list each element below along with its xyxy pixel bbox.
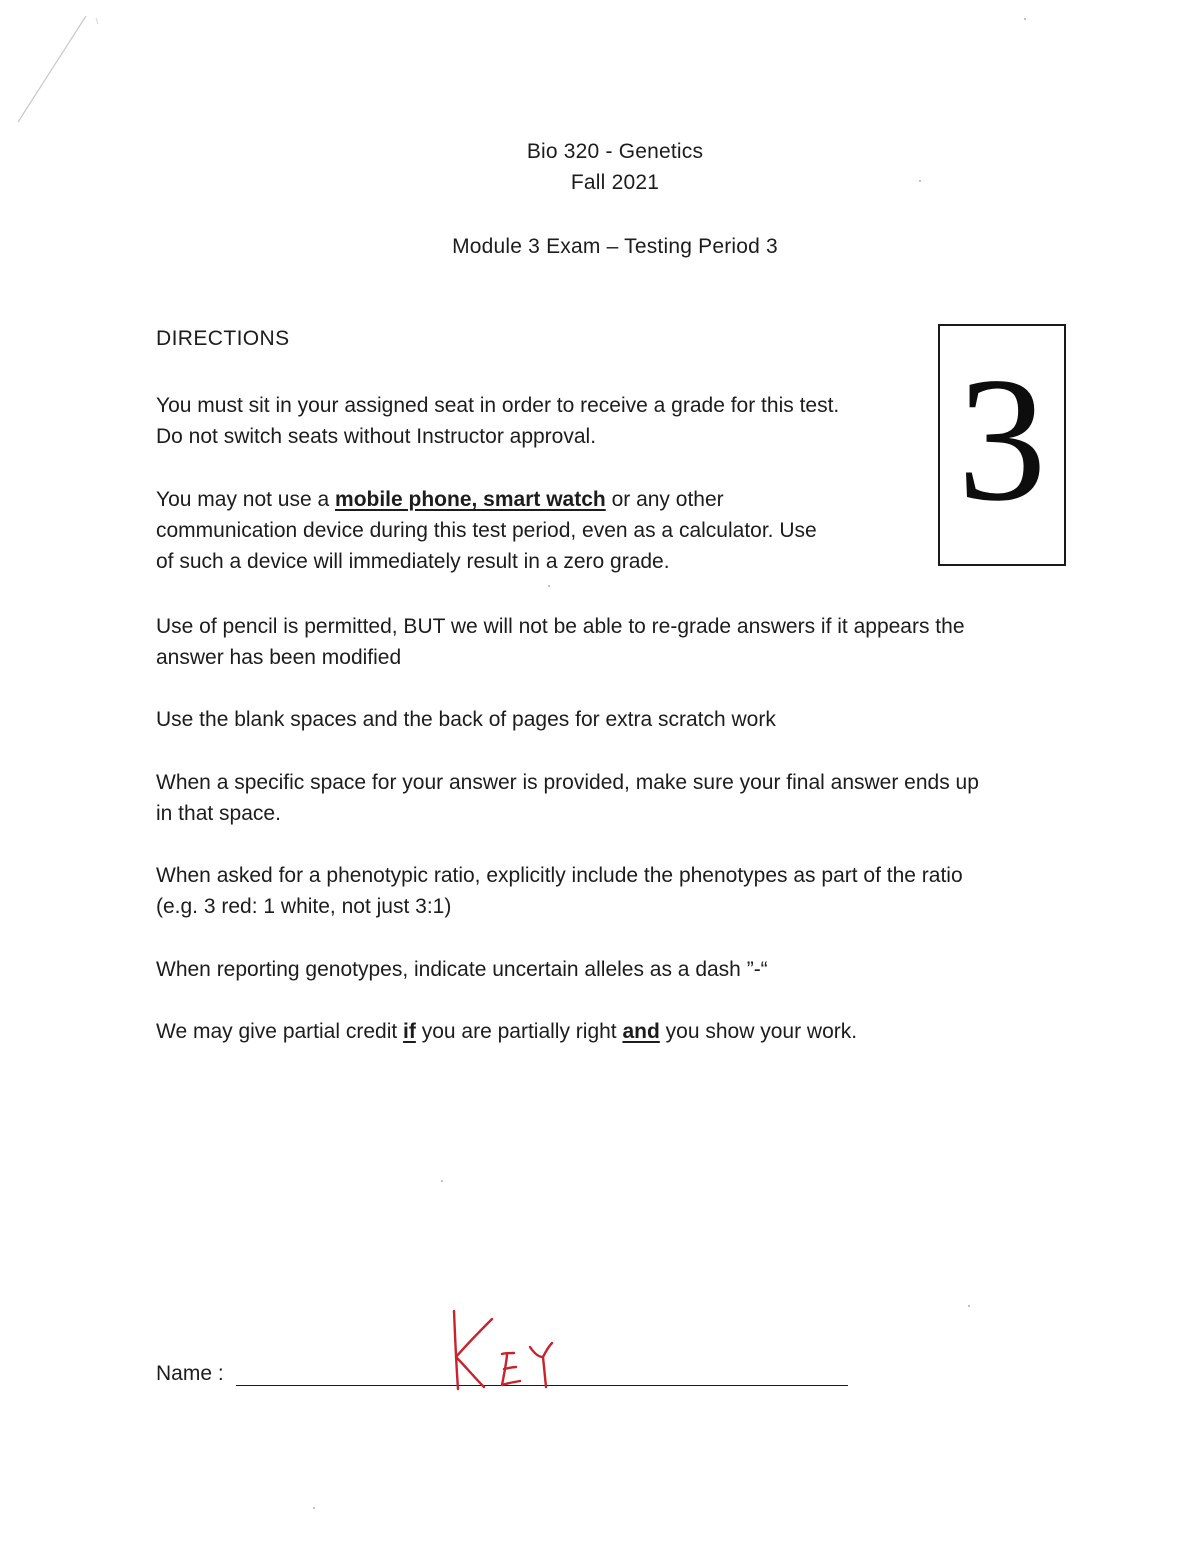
- ratio-rule-paragraph: [156, 860, 963, 922]
- exam-version-box: [938, 324, 1066, 566]
- device-rule-prefix: You may not use a: [156, 488, 336, 511]
- scan-speck: [919, 180, 921, 182]
- answer-space-rule-line-2: in that space.: [156, 802, 281, 825]
- answer-space-rule-line-1: When a specific space for your answer is provided, make sure your final answer ends up: [156, 771, 979, 794]
- scan-speck: [548, 585, 550, 587]
- scratch-rule-paragraph: [156, 704, 776, 735]
- handwritten-key-signature: [446, 1305, 566, 1395]
- genotype-rule-line: When reporting genotypes, indicate uncertain alleles as a dash ”-“: [156, 958, 768, 981]
- term-label: Fall 2021: [570, 171, 660, 194]
- device-rule-line-2: communication device during this test period, even as a calculator. Use: [156, 519, 817, 542]
- scan-artifact-line: [10, 10, 110, 130]
- genotype-rule-paragraph: [156, 954, 768, 985]
- partial-credit-part-3: you show your work.: [659, 1020, 858, 1043]
- pencil-rule-paragraph: [156, 611, 965, 673]
- seat-rule-line-1: You must sit in your assigned seat in order to receive a grade for this test.: [156, 394, 840, 417]
- device-rule-line-3: of such a device will immediately result in a zero grade.: [156, 550, 670, 573]
- scan-speck: [1024, 18, 1026, 20]
- pencil-rule-line-2: answer has been modified: [156, 646, 402, 669]
- exam-version-number: 3: [957, 340, 1047, 538]
- device-rule-paragraph: [156, 484, 817, 577]
- pencil-rule-line-1: Use of pencil is permitted, BUT we will not be able to re-grade answers if it appears the: [156, 615, 965, 638]
- partial-credit-if: if: [403, 1020, 416, 1043]
- partial-credit-part-2: you are partially right: [415, 1020, 623, 1043]
- scan-speck: [313, 1507, 315, 1509]
- partial-credit-and: and: [622, 1020, 660, 1043]
- answer-space-rule-paragraph: [156, 767, 979, 829]
- ratio-rule-line-2: (e.g. 3 red: 1 white, not just 3:1): [156, 895, 452, 918]
- seat-rule-paragraph: [156, 390, 839, 452]
- scan-speck: [968, 1305, 970, 1307]
- name-label: Name :: [156, 1362, 224, 1385]
- partial-credit-paragraph: [156, 1016, 857, 1047]
- directions-heading: DIRECTIONS: [156, 327, 290, 350]
- ratio-rule-line-1: When asked for a phenotypic ratio, explicitly include the phenotypes as part of the ratio: [156, 864, 963, 887]
- device-rule-emphasis: mobile phone, smart watch: [335, 488, 606, 511]
- exam-title: Module 3 Exam – Testing Period 3: [452, 235, 778, 258]
- seat-rule-line-2: Do not switch seats without Instructor approval.: [156, 425, 597, 448]
- course-title: Bio 320 - Genetics: [526, 140, 704, 163]
- scan-speck: [441, 1180, 443, 1182]
- device-rule-suffix: or any other: [605, 488, 724, 511]
- scratch-rule-line: Use the blank spaces and the back of pages for extra scratch work: [156, 708, 776, 731]
- partial-credit-part-1: We may give partial credit: [156, 1020, 404, 1043]
